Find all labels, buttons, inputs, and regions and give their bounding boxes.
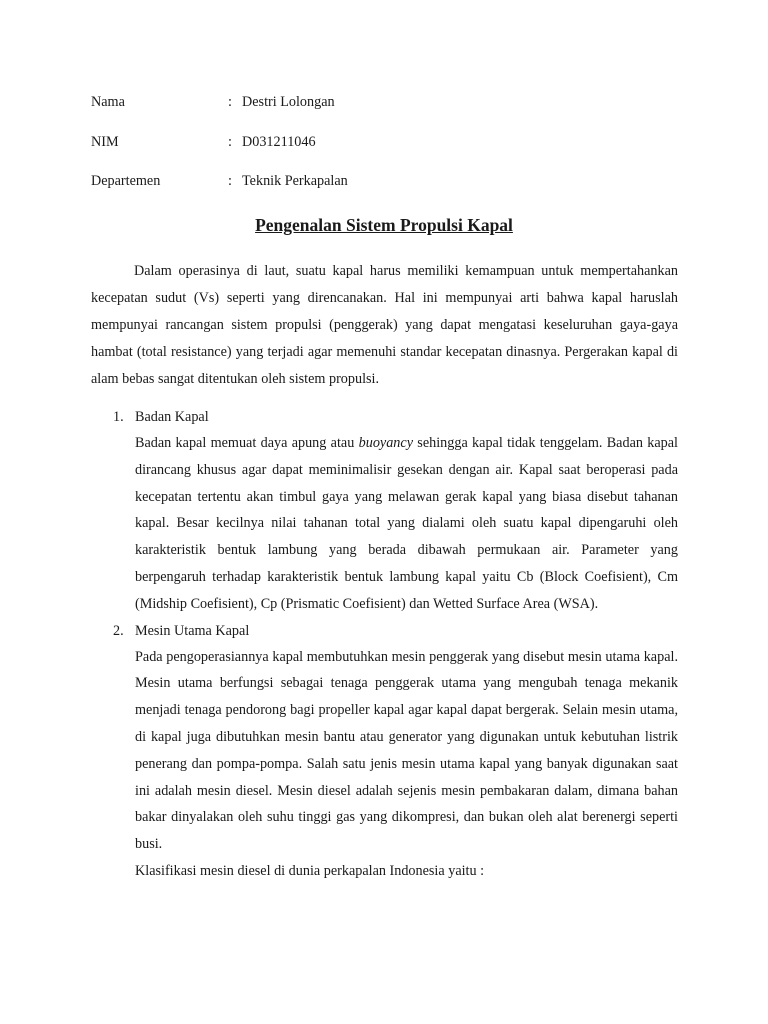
section-number: 2. [113, 622, 124, 639]
section-body [135, 644, 678, 885]
section-paragraph [135, 430, 678, 618]
info-row-nama [91, 92, 335, 112]
section-title: Badan Kapal [135, 409, 209, 425]
section-number: 1. [113, 409, 124, 425]
section-heading [0, 404, 768, 430]
body-text: Badan kapal memuat daya apung atau [135, 435, 359, 451]
section-paragraph: Pada pengoperasiannya kapal membutuhkan mesin penggerak yang disebut mesin utama kapal. Mesin utama berfungsi sebagai tenaga penggerak utama yang mengubah tenaga mekanik menjadi tenaga pendorong bagi propeller kapal agar kapal dapat bergerak. Selain mesin utama, di kapal juga dibutuhkan mesin bantu atau generator yang digunakan untuk kebutuhan listrik penerang dan pompa-pompa. Salah satu jenis mesin utama kapal yang banyak digunakan saat ini adalah mesin diesel. Mesin diesel adalah sejenis mesin pembakaran dalam, dimana bahan bakar dinyalakan oleh suhu tinggi gas yang dikompresi, dan bukan oleh alat berenergi seperti busi. [135, 648, 678, 853]
info-colon: : [228, 134, 232, 150]
section-paragraph: Klasifikasi mesin diesel di dunia perkapalan Indonesia yaitu : [135, 862, 485, 879]
info-colon: : [228, 94, 232, 110]
list-item [0, 618, 768, 885]
info-row-nim [91, 132, 316, 152]
italic-term: buoyancy [358, 435, 413, 451]
info-colon: : [228, 173, 232, 189]
section-title: Mesin Utama Kapal [135, 622, 250, 639]
document-title: Pengenalan Sistem Propulsi Kapal [255, 215, 513, 235]
intro-paragraph: Dalam operasinya di laut, suatu kapal harus memiliki kemampuan untuk mempertahankan kecepatan sudut (Vs) seperti yang direncanakan. Hal ini mempunyai arti bahwa kapal haruslah mempunyai rancangan sistem propulsi (penggerak) yang dapat mengatasi keseluruhan gaya-gaya hambat (total resistance) yang terjadi agar memenuhi standar kecepatan dinasnya. Pergerakan kapal di alam bebas sangat ditentukan oleh sistem propulsi. [91, 263, 678, 387]
info-label: Departemen [91, 173, 161, 189]
info-value: Destri Lolongan [242, 94, 335, 110]
info-label: Nama [91, 94, 125, 110]
info-value: Teknik Perkapalan [242, 173, 348, 189]
list-item [0, 404, 768, 618]
info-row-departemen [91, 171, 348, 191]
info-value: D031211046 [242, 134, 316, 150]
section-body [135, 430, 678, 618]
section-heading [0, 618, 768, 644]
info-label: NIM [91, 134, 119, 150]
section-list [0, 404, 768, 885]
body-text: sehingga kapal tidak tenggelam. Badan kapal dirancang khusus agar dapat meminimalisir gesekan dengan air. Kapal saat beroperasi pada kecepatan tertentu akan timbul gaya yang melawan gerak kapal yang biasa disebut tahanan kapal. Besar kecilnya nilai tahanan total yang dialami oleh suatu kapal dipengaruhi oleh karakteristik bentuk lambung yang berada dibawah permukaan air. Parameter yang berpengaruh terhadap karakteristik bentuk lambung kapal yaitu Cb (Block Coefisient), Cm (Midship Coefisient), Cp (Prismatic Coefisient) dan Wetted Surface Area (WSA). [135, 435, 678, 612]
